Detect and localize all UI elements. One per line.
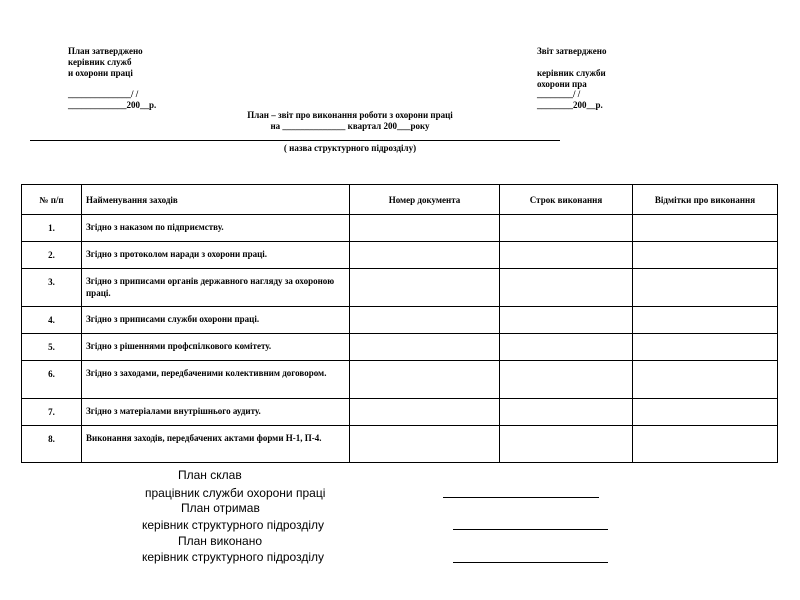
plan-received-label: План отримав: [181, 501, 260, 515]
row-num: 3.: [22, 269, 82, 307]
row-notes-cell[interactable]: [633, 242, 778, 269]
row-num: 4.: [22, 307, 82, 334]
table-row: [22, 215, 778, 242]
left-approval-line5: _____________200__р.: [68, 100, 157, 110]
row-notes-cell[interactable]: [633, 269, 778, 307]
row-num: 6.: [22, 361, 82, 399]
measures-table: [21, 184, 778, 463]
row-deadline-cell[interactable]: [500, 215, 633, 242]
right-approval-line2: керівник служби: [537, 68, 606, 78]
right-approval-line4: ________/ /: [537, 89, 581, 99]
row-document-cell[interactable]: [350, 334, 500, 361]
row-num: 2.: [22, 242, 82, 269]
table-row: [22, 242, 778, 269]
plan-done-by: керівник структурного підрозділу: [142, 550, 324, 564]
received-signature-line[interactable]: [453, 529, 608, 530]
row-measure: Згідно з приписами служби охорони праці.: [82, 307, 350, 334]
row-num: 1.: [22, 215, 82, 242]
left-approval-line4: ______________/ /: [68, 89, 139, 99]
table-row: [22, 307, 778, 334]
header-measures: Найменування заходів: [82, 185, 350, 215]
row-deadline-cell[interactable]: [500, 242, 633, 269]
row-document-cell[interactable]: [350, 361, 500, 399]
row-deadline-cell[interactable]: [500, 269, 633, 307]
document-period: на ______________ квартал 200___року: [270, 121, 430, 131]
table-row: [22, 334, 778, 361]
row-measure: Згідно з рішеннями профспілкового комітету.: [82, 334, 350, 361]
header-completion-notes: Відмітки про виконання: [633, 185, 778, 215]
row-deadline-cell[interactable]: [500, 426, 633, 463]
table-row: [22, 269, 778, 307]
header-deadline: Строк виконання: [500, 185, 633, 215]
row-num: 7.: [22, 399, 82, 426]
plan-received-by: керівник структурного підрозділу: [142, 518, 324, 532]
row-measure: Згідно з протоколом наради з охорони праці.: [82, 242, 350, 269]
row-notes-cell[interactable]: [633, 307, 778, 334]
department-name-line: [30, 140, 560, 141]
row-deadline-cell[interactable]: [500, 399, 633, 426]
row-document-cell[interactable]: [350, 242, 500, 269]
left-approval-line3: и охорони праці: [68, 68, 133, 78]
row-measure: Згідно з заходами, передбаченими колективним договором.: [82, 361, 350, 399]
table-row: [22, 426, 778, 463]
table-row: [22, 399, 778, 426]
row-document-cell[interactable]: [350, 426, 500, 463]
row-document-cell[interactable]: [350, 307, 500, 334]
row-notes-cell[interactable]: [633, 399, 778, 426]
row-measure: Згідно з матеріалами внутрішнього аудиту.: [82, 399, 350, 426]
done-signature-line[interactable]: [453, 562, 608, 563]
header-num: № п/п: [22, 185, 82, 215]
left-approval-line2: керівник служб: [68, 57, 132, 67]
document-title: План – звіт про виконання роботи з охорони праці: [247, 110, 453, 120]
row-measure: Згідно з наказом по підприємству.: [82, 215, 350, 242]
right-approval-line1: Звіт затверджено: [537, 46, 607, 56]
right-approval-line5: ________200__р.: [537, 100, 603, 110]
row-deadline-cell[interactable]: [500, 361, 633, 399]
row-num: 5.: [22, 334, 82, 361]
row-document-cell[interactable]: [350, 399, 500, 426]
table-row: [22, 361, 778, 399]
row-notes-cell[interactable]: [633, 215, 778, 242]
row-notes-cell[interactable]: [633, 426, 778, 463]
composed-signature-line[interactable]: [443, 497, 599, 498]
plan-composed-label: План склав: [178, 468, 242, 482]
row-notes-cell[interactable]: [633, 334, 778, 361]
row-num: 8.: [22, 426, 82, 463]
plan-composed-by: працівник служби охорони праці: [145, 486, 326, 500]
row-measure: Згідно з приписами органів державного нагляду за охороною праці.: [82, 269, 350, 307]
row-deadline-cell[interactable]: [500, 334, 633, 361]
left-approval-line1: План затверджено: [68, 46, 143, 56]
plan-done-label: План виконано: [178, 534, 262, 548]
row-notes-cell[interactable]: [633, 361, 778, 399]
row-document-cell[interactable]: [350, 215, 500, 242]
right-approval-line3: охорони пра: [537, 79, 587, 89]
row-document-cell[interactable]: [350, 269, 500, 307]
header-document-number: Номер документа: [350, 185, 500, 215]
department-name-caption: ( назва структурного підрозділу): [283, 143, 417, 153]
row-deadline-cell[interactable]: [500, 307, 633, 334]
row-measure: Виконання заходів, передбачених актами форми Н-1, П-4.: [82, 426, 350, 463]
table-header-row: [22, 185, 778, 215]
